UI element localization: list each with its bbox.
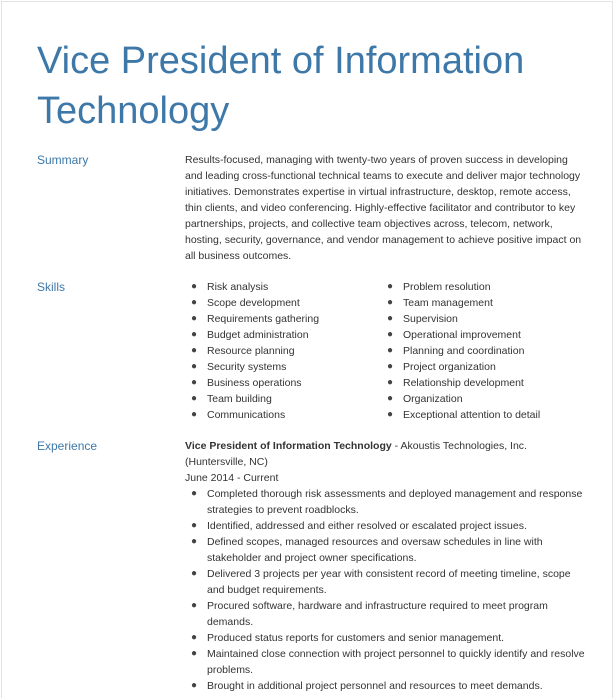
list-item bbox=[191, 518, 585, 534]
list-item-text: Communications bbox=[207, 409, 286, 421]
bullet-icon: ● bbox=[387, 377, 394, 388]
skills-columns bbox=[191, 279, 611, 423]
list-item-text: Procured software, hardware and infrastructure required to meet program demands. bbox=[207, 600, 548, 628]
list-item bbox=[191, 391, 387, 407]
job-location: (Huntersville, NC) bbox=[185, 456, 268, 468]
list-item bbox=[191, 646, 585, 678]
list-item-text: Business operations bbox=[207, 377, 302, 389]
list-item-text: Produced status reports for customers and senior management. bbox=[207, 632, 505, 644]
bullet-icon: ● bbox=[387, 329, 394, 340]
list-item-text: Maintained close connection with project personnel to quickly identify and resolve problems. bbox=[207, 648, 585, 676]
skills-label: Skills bbox=[37, 280, 66, 294]
bullet-icon: ● bbox=[191, 488, 198, 499]
bullet-icon: ● bbox=[191, 361, 198, 372]
list-item-text: Exceptional attention to detail bbox=[403, 409, 541, 421]
bullet-icon: ● bbox=[191, 409, 198, 420]
resume-title: Vice President of Information Technology bbox=[37, 40, 525, 132]
list-item-text: Planning and coordination bbox=[403, 345, 525, 357]
list-item-text: Budget administration bbox=[207, 329, 309, 341]
list-item-text: Delivered 3 projects per year with consistent record of meeting timeline, scope and budget requirements. bbox=[207, 568, 571, 596]
bullet-icon: ● bbox=[191, 393, 198, 404]
bullet-icon: ● bbox=[191, 536, 198, 547]
list-item bbox=[387, 343, 583, 359]
list-item bbox=[191, 311, 387, 327]
experience-label: Experience bbox=[37, 439, 98, 453]
bullet-icon: ● bbox=[191, 680, 198, 691]
bullet-icon: ● bbox=[191, 377, 198, 388]
summary-label: Summary bbox=[37, 153, 89, 167]
list-item bbox=[387, 295, 583, 311]
job-title: Vice President of Information Technology bbox=[185, 440, 392, 452]
bullet-icon: ● bbox=[191, 297, 198, 308]
list-item bbox=[191, 359, 387, 375]
bullet-icon: ● bbox=[387, 361, 394, 372]
bullet-icon: ● bbox=[191, 632, 198, 643]
list-item bbox=[191, 566, 585, 598]
bullet-icon: ● bbox=[387, 409, 394, 420]
list-item bbox=[191, 486, 585, 518]
experience-body bbox=[185, 438, 585, 694]
bullet-icon: ● bbox=[387, 281, 394, 292]
list-item bbox=[387, 375, 583, 391]
list-item-text: Brought in additional project personnel and resources to meet demands. bbox=[207, 680, 543, 692]
bullet-icon: ● bbox=[191, 600, 198, 611]
job-duties bbox=[185, 486, 585, 694]
list-item bbox=[387, 311, 583, 327]
list-item-text: Requirements gathering bbox=[207, 313, 320, 325]
list-item-text: Operational improvement bbox=[403, 329, 521, 341]
bullet-icon: ● bbox=[191, 345, 198, 356]
summary-text: Results-focused, managing with twenty-two years of proven success in developing and leading cross-functional technical teams to execute and deliver major technology initiatives. Demonstrates expertise in virtual infrastructure, desktop, remote access, thin clients, and video conferencing. Highly-effective facilitator and contributor to key partnerships, projects, and collective team objectives across, telecom, network, hosting, security, governance, and vendor management to achieve positive impact on all business outcomes. bbox=[185, 154, 582, 262]
list-item-text: Completed thorough risk assessments and deployed management and response strategies to prevent roadblocks. bbox=[207, 488, 583, 516]
bullet-icon: ● bbox=[191, 313, 198, 324]
skills-body bbox=[185, 279, 585, 423]
job-company: Akoustis Technologies, Inc. bbox=[400, 440, 527, 452]
list-item-text: Risk analysis bbox=[207, 281, 269, 293]
list-item bbox=[191, 678, 585, 694]
list-item-text: Relationship development bbox=[403, 377, 524, 389]
list-item bbox=[387, 279, 583, 295]
list-item bbox=[387, 407, 583, 423]
bullet-icon: ● bbox=[387, 393, 394, 404]
list-item-text: Supervision bbox=[403, 313, 458, 325]
list-item-text: Project organization bbox=[403, 361, 496, 373]
bullet-icon: ● bbox=[191, 329, 198, 340]
list-item-text: Team management bbox=[403, 297, 493, 309]
list-item-text: Problem resolution bbox=[403, 281, 491, 293]
list-item-text: Scope development bbox=[207, 297, 300, 309]
list-item bbox=[387, 391, 583, 407]
bullet-icon: ● bbox=[191, 281, 198, 292]
summary-body bbox=[185, 152, 585, 264]
job-separator: - bbox=[391, 440, 401, 452]
list-item-text: Resource planning bbox=[207, 345, 295, 357]
list-item bbox=[191, 343, 387, 359]
list-item-text: Organization bbox=[403, 393, 463, 405]
job-entry bbox=[185, 438, 585, 694]
job-dates: June 2014 - Current bbox=[185, 472, 279, 484]
list-item bbox=[387, 359, 583, 375]
list-item bbox=[191, 407, 387, 423]
list-item-text: Defined scopes, managed resources and oversaw schedules in line with stakeholder and project owner specifications. bbox=[207, 536, 543, 564]
bullet-icon: ● bbox=[191, 648, 198, 659]
list-item bbox=[191, 598, 585, 630]
list-item bbox=[191, 375, 387, 391]
bullet-icon: ● bbox=[191, 568, 198, 579]
list-item bbox=[191, 279, 387, 295]
list-item bbox=[191, 630, 585, 646]
list-item bbox=[387, 327, 583, 343]
skills-column-right bbox=[387, 279, 583, 423]
list-item-text: Team building bbox=[207, 393, 272, 405]
bullet-icon: ● bbox=[191, 520, 198, 531]
job-header bbox=[185, 438, 585, 454]
list-item bbox=[191, 295, 387, 311]
list-item bbox=[191, 534, 585, 566]
skills-column-left bbox=[191, 279, 387, 423]
bullet-icon: ● bbox=[387, 297, 394, 308]
bullet-icon: ● bbox=[387, 345, 394, 356]
list-item-text: Security systems bbox=[207, 361, 287, 373]
bullet-icon: ● bbox=[387, 313, 394, 324]
list-item bbox=[191, 327, 387, 343]
list-item-text: Identified, addressed and either resolved or escalated project issues. bbox=[207, 520, 527, 532]
